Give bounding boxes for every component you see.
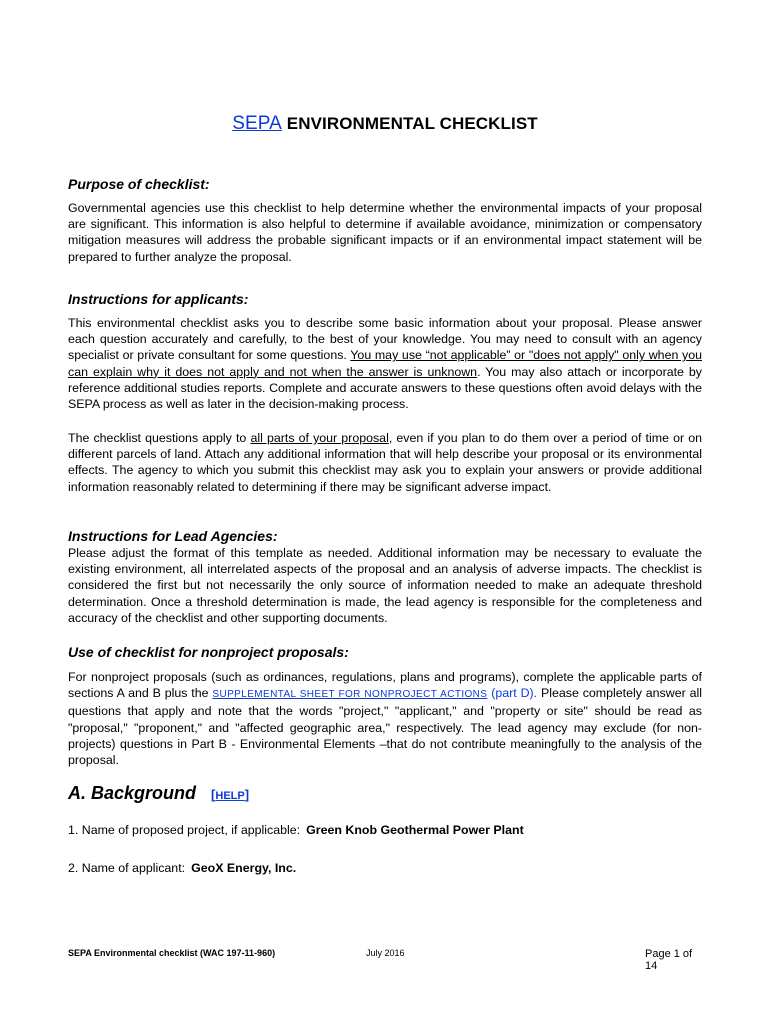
applicants-heading: Instructions for applicants: bbox=[68, 291, 249, 307]
help-link[interactable] bbox=[211, 787, 250, 802]
footer-page-number: Page 1 of 14 bbox=[645, 948, 693, 972]
sepa-link[interactable]: SEPA bbox=[232, 113, 282, 134]
footer-document-title: SEPA Environmental checklist (WAC 197-11-960) bbox=[68, 948, 276, 958]
applicants-p1-text-end: . You may also attach or incorporate by reference additional studies reports. Complete and accurate answers to these questions often avoid delays with the SEPA process as well as later in the decision-making process. bbox=[68, 364, 702, 412]
nonproject-text-end: Please completely answer all questions that apply and note that the words "project," "applicant," and "property or site" should be read as "proposal," "proponent," and "affected geographic area," respectively. The lead agency may exclude (for non-projects) questions in Part B - Environmental Elements –that do not contribute meaningfully to the analysis of the proposal. bbox=[68, 686, 702, 768]
part-d-link[interactable]: (part D). bbox=[487, 686, 538, 701]
applicants-p2-underlined: all parts of your proposal bbox=[250, 431, 389, 445]
applicants-p1-underlined: You may use “not applicable” or "does not apply" only when you can explain why it does not apply and not when the answer is unknown bbox=[68, 348, 702, 379]
applicants-p1-text: This environmental checklist asks you to describe some basic information about your proposal. Please answer each question accurately and carefully, to the best of your knowledge. You may need to consult with an agency specialist or private consultant for some questions. bbox=[68, 316, 702, 363]
footer-date: July 2016 bbox=[366, 948, 405, 958]
title-text: ENVIRONMENTAL CHECKLIST bbox=[286, 114, 538, 133]
page-title bbox=[68, 113, 702, 135]
supplemental-sheet-link[interactable]: SUPPLEMENTAL SHEET FOR NONPROJECT ACTIONS bbox=[212, 689, 488, 701]
question-2-answer: GeoX Energy, Inc. bbox=[191, 861, 297, 875]
applicants-p2-text-end: , even if you plan to do them over a period of time or on different parcels of land. Attach any additional information that will help describe your proposal or its environmental effects. The agency to which you submit this checklist may ask you to explain your answers or provide additional information reasonably related to determining if there may be significant adverse impact. bbox=[68, 431, 702, 494]
question-2 bbox=[68, 861, 296, 875]
question-1-answer: Green Knob Geothermal Power Plant bbox=[306, 823, 524, 837]
applicants-p2-text: The checklist questions apply to bbox=[68, 431, 251, 445]
help-bracket-open: [ bbox=[211, 787, 216, 802]
nonproject-heading: Use of checklist for nonproject proposals: bbox=[68, 644, 349, 660]
help-label[interactable]: HELP bbox=[215, 790, 245, 802]
purpose-heading: Purpose of checklist: bbox=[68, 176, 210, 192]
question-2-label: 2. Name of applicant: bbox=[68, 861, 186, 875]
nonproject-text bbox=[68, 669, 702, 768]
question-1-label: 1. Name of proposed project, if applicable: bbox=[68, 823, 301, 837]
applicants-paragraph-1 bbox=[68, 315, 702, 412]
question-1 bbox=[68, 823, 524, 837]
lead-agencies-text: Please adjust the format of this template as needed. Additional information may be necessary to evaluate the existing environment, all interrelated aspects of the proposal and an analysis of adverse impacts. The checklist is considered the first but not necessarily the only source of information needed to make an adequate threshold determination. Once a threshold determination is made, the lead agency is responsible for the completeness and accuracy of the checklist and other supporting documents. bbox=[68, 546, 702, 625]
section-a-heading bbox=[68, 783, 249, 804]
help-bracket-close: ] bbox=[244, 787, 250, 802]
purpose-text: Governmental agencies use this checklist to help determine whether the environmental impacts of your proposal are significant. This information is also helpful to determine if available avoidance, minimization or compensatory mitigation measures will address the probable significant impacts or if an environmental impact statement will be prepared to further analyze the proposal. bbox=[68, 201, 702, 264]
section-a-title: A. Background bbox=[68, 783, 197, 803]
nonproject-text-start: For nonproject proposals (such as ordinances, regulations, plans and programs), complete the applicable parts of sections A and B plus the bbox=[68, 670, 702, 701]
applicants-paragraph-2 bbox=[68, 430, 702, 495]
lead-agencies-heading: Instructions for Lead Agencies: bbox=[68, 528, 278, 544]
